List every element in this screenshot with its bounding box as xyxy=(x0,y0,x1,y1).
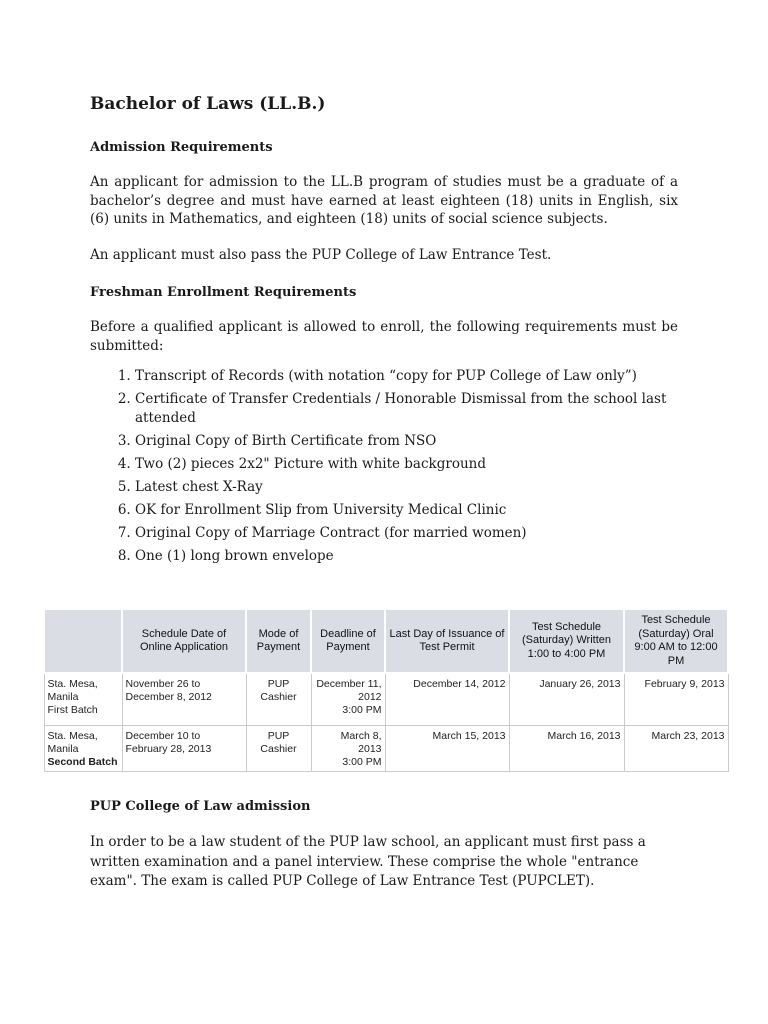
list-item: 3. Original Copy of Birth Certificate from NSO xyxy=(135,432,678,451)
test-permit-cell: December 14, 2012 xyxy=(385,673,509,726)
table-header-row xyxy=(44,609,728,673)
batch-cell xyxy=(44,673,122,726)
table-row xyxy=(44,726,728,772)
batch-place: Sta. Mesa, Manila xyxy=(47,730,98,755)
schedule-table xyxy=(43,608,729,772)
deadline-time: 3:00 PM xyxy=(342,704,382,716)
document-body xyxy=(90,93,678,570)
header-cell: Test Schedule (Saturday) Written 1:00 to 4:00 PM xyxy=(509,609,624,673)
mode-of-payment-cell: PUP Cashier xyxy=(246,726,311,772)
online-application-cell: November 26 to December 8, 2012 xyxy=(122,673,246,726)
list-item: 5. Latest chest X-Ray xyxy=(135,478,678,497)
table-row xyxy=(44,673,728,726)
deadline-date: December 11, 2012 xyxy=(316,678,382,703)
deadline-time: 3:00 PM xyxy=(342,756,382,768)
batch-name: Second Batch xyxy=(47,756,118,768)
list-item: 2. Certificate of Transfer Credentials / Honorable Dismissal from the school last attended xyxy=(135,390,678,427)
entrance-test-paragraph: An applicant must also pass the PUP College of Law Entrance Test. xyxy=(90,246,552,263)
written-test-cell: March 16, 2013 xyxy=(509,726,624,772)
page-title: Bachelor of Laws (LL.B.) xyxy=(90,94,326,114)
freshman-intro: Before a qualified applicant is allowed to enroll, the following requirements must be submitted: xyxy=(90,319,678,354)
list-item: 8. One (1) long brown envelope xyxy=(135,547,678,566)
batch-place: Sta. Mesa, Manila xyxy=(47,678,98,703)
oral-test-cell: March 23, 2013 xyxy=(624,726,728,772)
header-cell: Last Day of Issuance of Test Permit xyxy=(385,609,509,673)
deadline-cell xyxy=(311,726,385,772)
header-cell xyxy=(44,609,122,673)
header-cell: Schedule Date of Online Application xyxy=(122,609,246,673)
batch-name: First Batch xyxy=(47,704,98,716)
online-application-cell: December 10 to February 28, 2013 xyxy=(122,726,246,772)
list-item: 7. Original Copy of Marriage Contract (for married women) xyxy=(135,524,678,543)
header-cell: Deadline of Payment xyxy=(311,609,385,673)
pup-admission-paragraph: In order to be a law student of the PUP law school, an applicant must first pass a written examination and a panel interview. These comprise the whole "entrance exam". The exam is called PUP College of Law Entrance Test (PUPCLET). xyxy=(90,834,646,889)
admission-paragraph: An applicant for admission to the LL.B program of studies must be a graduate of a bachelor’s degree and must have earned at least eighteen (18) units in English, six (6) units in Mathematics, and eighteen (18) units of social science subjects. xyxy=(90,174,678,227)
freshman-heading: Freshman Enrollment Requirements xyxy=(90,285,357,300)
test-permit-cell: March 15, 2013 xyxy=(385,726,509,772)
mode-of-payment-cell: PUP Cashier xyxy=(246,673,311,726)
batch-cell xyxy=(44,726,122,772)
written-test-cell: January 26, 2013 xyxy=(509,673,624,726)
oral-test-cell: February 9, 2013 xyxy=(624,673,728,726)
list-item: 6. OK for Enrollment Slip from University Medical Clinic xyxy=(135,501,678,520)
deadline-date: March 8, 2013 xyxy=(340,730,382,755)
header-cell: Test Schedule (Saturday) Oral 9:00 AM to 12:00 PM xyxy=(624,609,728,673)
list-item: 1. Transcript of Records (with notation “copy for PUP College of Law only”) xyxy=(135,367,678,386)
header-cell: Mode of Payment xyxy=(246,609,311,673)
list-item: 4. Two (2) pieces 2x2" Picture with white background xyxy=(135,455,678,474)
pup-admission-heading: PUP College of Law admission xyxy=(90,799,311,814)
deadline-cell xyxy=(311,673,385,726)
admission-heading: Admission Requirements xyxy=(90,140,273,155)
requirements-list xyxy=(90,367,678,565)
pup-admission-section xyxy=(90,798,678,909)
